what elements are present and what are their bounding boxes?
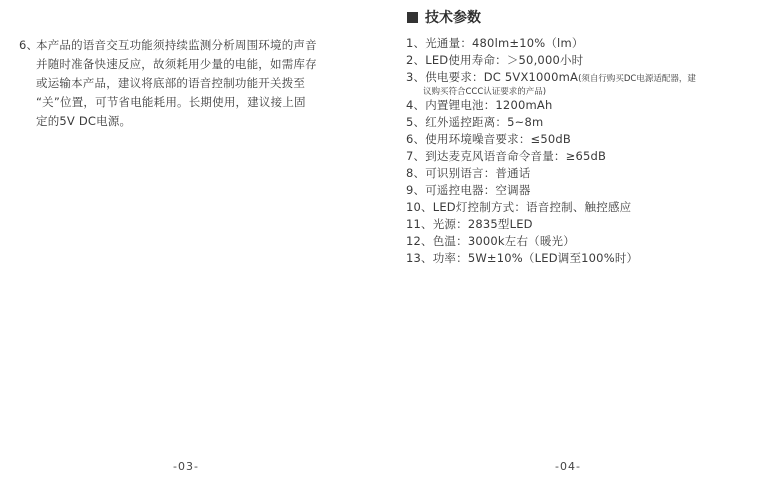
spec-item-text: 3、供电要求：DC 5VX1000mA (406, 70, 579, 84)
spec-item: 8、可识别语言：普通话 (406, 166, 531, 180)
page-number-right: -04- (555, 460, 581, 473)
spec-item-power (406, 69, 696, 97)
spec-item: 1、光通量：480lm±10%（lm） (406, 36, 584, 50)
spec-item: 7、到达麦克风语音命令音量：≥65dB (406, 149, 607, 163)
spec-item: 2、LED使用寿命：＞50,000小时 (406, 53, 584, 67)
note-text (36, 36, 359, 131)
spec-note: 议购买符合CCC认证要求的产品) (423, 87, 547, 97)
spec-item: 9、可遥控电器：空调器 (406, 183, 531, 197)
spec-item: 6、使用环境噪音要求：≤50dB (406, 132, 571, 146)
spec-item: 5、红外遥控距离：5~8m (406, 115, 544, 129)
spec-item: 12、色温：3000k左右（暖光） (406, 234, 575, 248)
spec-list (406, 35, 696, 267)
spec-item: 4、内置锂电池：1200mAh (406, 98, 553, 112)
spec-item: 11、光源：2835型LED (406, 217, 533, 231)
note-number: 6、 (19, 38, 39, 52)
section-title-text: 技术参数 (425, 10, 481, 26)
spec-item: 13、功率：5W±10%（LED调至100%时） (406, 251, 639, 265)
section-title (407, 7, 481, 27)
square-bullet-icon (407, 12, 418, 23)
spec-item: 10、LED灯控制方式：语音控制、触控感应 (406, 200, 632, 214)
note-line: 定的5V DC电源。 (36, 114, 132, 128)
note-line: “关”位置，可节省电能耗用。长期使用，建议接上固 (36, 95, 306, 109)
spec-note: (须自行购买DC电源适配器，建 (578, 74, 696, 84)
page-number-left: -03- (173, 460, 199, 473)
note-line: 或运输本产品，建议将底部的语音控制功能开关拨至 (36, 76, 306, 90)
right-page (380, 0, 760, 487)
note-line: 本产品的语音交互功能须持续监测分析周围环境的声音 (36, 38, 317, 52)
usage-note (19, 36, 359, 131)
note-line: 并随时准备快速反应，故须耗用少量的电能，如需库存 (36, 57, 317, 71)
